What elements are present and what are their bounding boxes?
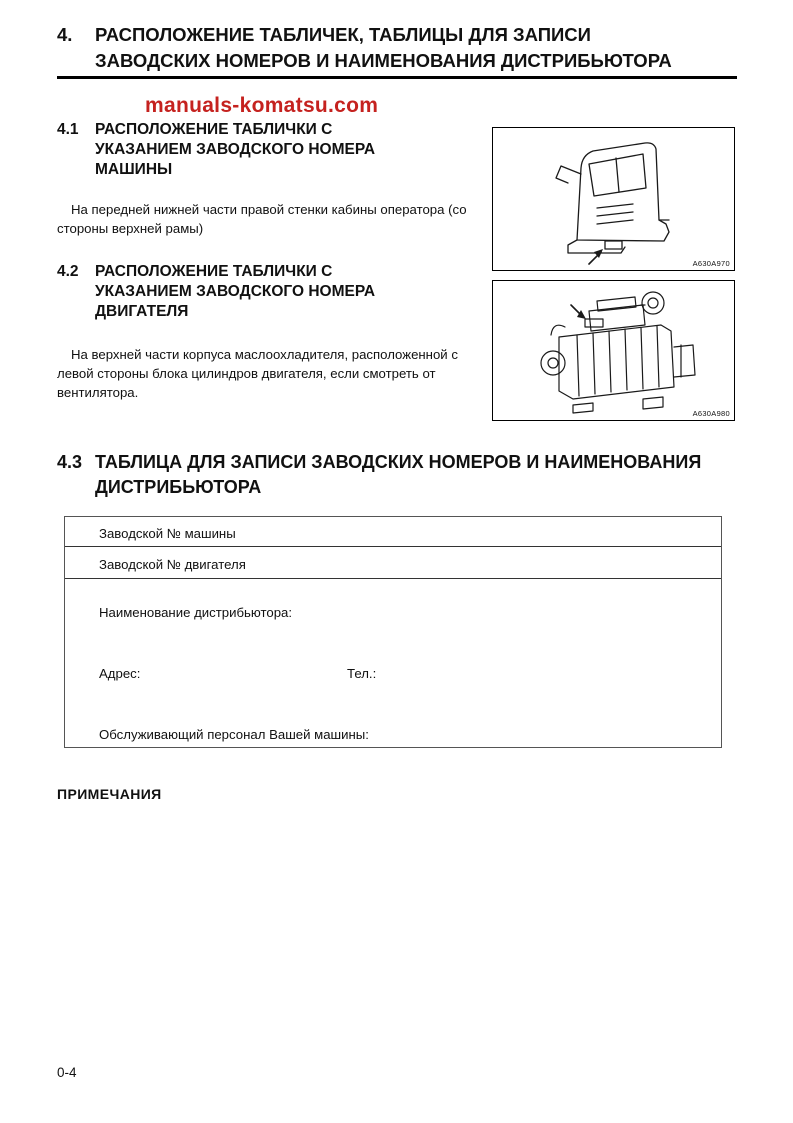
- watermark-text: manuals-komatsu.com: [145, 94, 379, 117]
- engine-serial-label: Заводской № двигателя: [99, 557, 246, 572]
- section-4-2-title: [95, 262, 375, 322]
- chapter-title-line1: РАСПОЛОЖЕНИЕ ТАБЛИЧЕК, ТАБЛИЦЫ ДЛЯ ЗАПИСИ: [95, 24, 591, 45]
- page-number: 0-4: [57, 1065, 77, 1080]
- distributor-name-label: Наименование дистрибьютора:: [99, 605, 293, 620]
- engine-line-drawing: [493, 281, 734, 420]
- machine-serial-label: Заводской № машины: [99, 526, 236, 541]
- chapter-title: [95, 22, 672, 74]
- cab-line-drawing: [493, 128, 734, 270]
- section-4-2-number: 4.2: [57, 263, 79, 280]
- section-4-1-body: На передней нижней части правой стенки кабины оператора (со стороны верхней рамы): [57, 202, 467, 236]
- machine-serial-writing-line: [65, 546, 721, 547]
- serial-record-form: [64, 516, 722, 748]
- section-4-1-title: [95, 120, 375, 180]
- heading-rule: [57, 76, 737, 79]
- section-4-1-title-line3: МАШИНЫ: [95, 161, 173, 178]
- engine-serial-writing-line: [65, 578, 721, 579]
- section-4-1-heading: [57, 120, 497, 180]
- section-4-3-number: 4.3: [57, 452, 83, 472]
- section-4-1-title-line2: УКАЗАНИЕМ ЗАВОДСКОГО НОМЕРА: [95, 141, 376, 158]
- service-personnel-label: Обслуживающий персонал Вашей машины:: [99, 727, 369, 742]
- section-4-3-title-line1: ТАБЛИЦА ДЛЯ ЗАПИСИ ЗАВОДСКИХ НОМЕРОВ И НАИМЕНОВАНИЯ: [95, 452, 702, 472]
- notes-heading: ПРИМЕЧАНИЯ: [57, 786, 162, 802]
- chapter-heading: [57, 22, 742, 74]
- figure-2-code: A630A980: [692, 409, 730, 418]
- figure-cab-serial-location: [492, 127, 735, 271]
- section-4-1-number: 4.1: [57, 121, 79, 138]
- phone-label: Тел.:: [347, 666, 377, 681]
- section-4-1-title-line1: РАСПОЛОЖЕНИЕ ТАБЛИЧКИ С: [95, 121, 333, 138]
- figure-engine-serial-location: [492, 280, 735, 421]
- figure-1-code: A630A970: [692, 259, 730, 268]
- section-4-3-title-line2: ДИСТРИБЬЮТОРА: [95, 477, 262, 497]
- section-4-3-heading: [57, 450, 747, 500]
- section-4-2-body: На верхней части корпуса маслоохладителя, расположенной с левой стороны блока цилиндров двигателя, если смотреть от вентилятора.: [57, 347, 458, 400]
- section-4-2-title-line1: РАСПОЛОЖЕНИЕ ТАБЛИЧКИ С: [95, 263, 333, 280]
- chapter-title-line2: ЗАВОДСКИХ НОМЕРОВ И НАИМЕНОВАНИЯ ДИСТРИБЬЮТОРА: [95, 50, 672, 71]
- chapter-number: 4.: [57, 24, 73, 45]
- section-4-3-title: [95, 450, 701, 500]
- section-4-2-title-line2: УКАЗАНИЕМ ЗАВОДСКОГО НОМЕРА: [95, 283, 376, 300]
- address-label: Адрес:: [99, 666, 141, 681]
- section-4-2-heading: [57, 262, 497, 322]
- section-4-2-title-line3: ДВИГАТЕЛЯ: [95, 303, 189, 320]
